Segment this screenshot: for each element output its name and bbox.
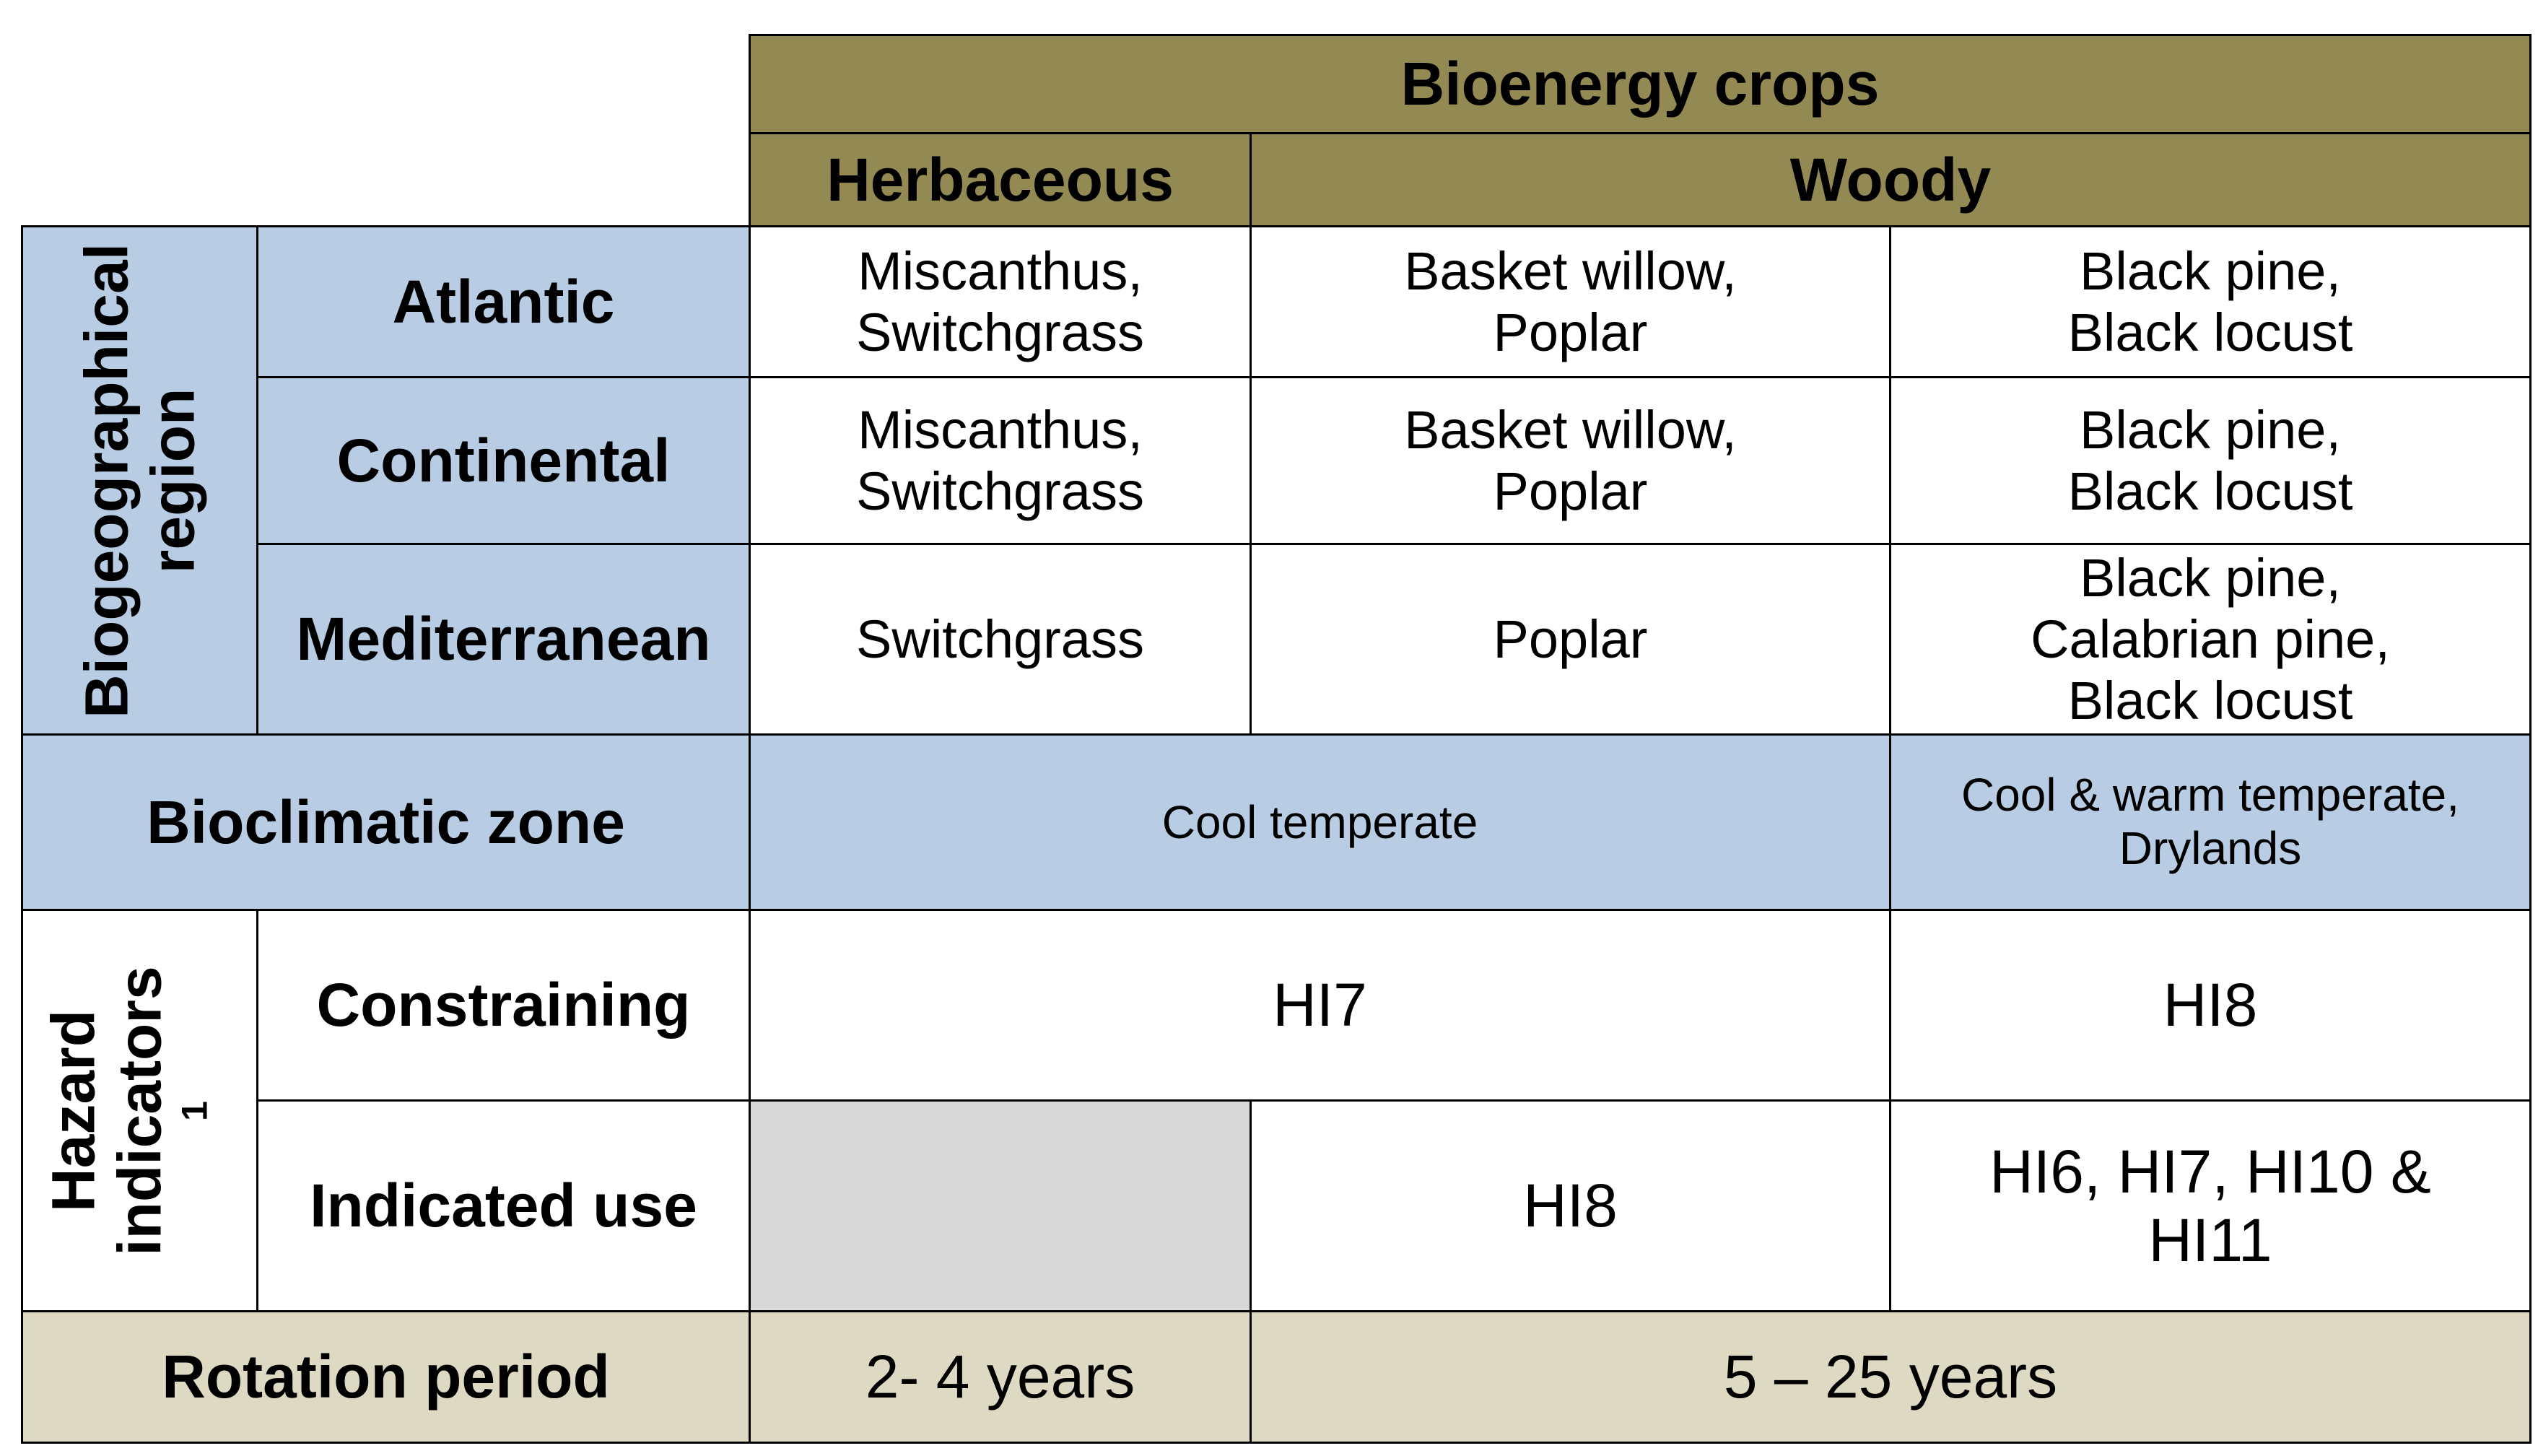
row-label-continental: Continental [256, 376, 751, 545]
row-label-indicated-use: Indicated use [256, 1099, 751, 1312]
header-bioenergy-crops-label: Bioenergy crops [1400, 50, 1880, 118]
continental-herbaceous-cell: Miscanthus, Switchgrass [749, 376, 1252, 545]
constraining-value2-cell: HI8 [1889, 909, 2532, 1102]
indicated-use-herbaceous-empty-cell [749, 1099, 1252, 1312]
mediterranean-woody2-cell: Black pine, Calabrian pine, Black locust [1889, 543, 2532, 736]
header-bioenergy-crops [749, 34, 2532, 134]
row-label-atlantic: Atlantic [256, 225, 751, 378]
biogeographical-region-label: Biogeographical region [72, 243, 207, 718]
mediterranean-woody1-cell: Poplar [1250, 543, 1891, 736]
bioclimatic-cool-temperate-cell: Cool temperate [749, 733, 1891, 911]
atlantic-herbaceous-cell: Miscanthus, Switchgrass [749, 225, 1252, 378]
atlantic-woody1-cell: Basket willow, Poplar [1250, 225, 1891, 378]
constraining-value1-cell: HI7 [749, 909, 1891, 1102]
header-herbaceous-label: Herbaceous [827, 145, 1174, 214]
biogeographical-region-label-cell [21, 225, 258, 736]
bioclimatic-warm-temperate-cell: Cool & warm temperate, Drylands [1889, 733, 2532, 911]
hazard-indicators-label-cell [21, 909, 258, 1312]
rotation-herbaceous-cell: 2- 4 years [749, 1310, 1252, 1444]
header-herbaceous [749, 132, 1252, 227]
atlantic-woody2-cell: Black pine, Black locust [1889, 225, 2532, 378]
header-woody [1250, 132, 2532, 227]
continental-woody2-cell: Black pine, Black locust [1889, 376, 2532, 545]
rotation-woody-cell: 5 – 25 years [1250, 1310, 2532, 1444]
row-label-rotation-period: Rotation period [21, 1310, 751, 1444]
header-woody-label: Woody [1789, 145, 1992, 214]
row-label-constraining: Constraining [256, 909, 751, 1102]
row-label-mediterranean: Mediterranean [256, 543, 751, 736]
mediterranean-herbaceous-cell: Switchgrass [749, 543, 1252, 736]
indicated-use-woody2-cell: HI6, HI7, HI10 & HI11 [1889, 1099, 2532, 1312]
indicated-use-woody1-cell: HI8 [1250, 1099, 1891, 1312]
footnote-marker: 1 [173, 1100, 214, 1121]
hazard-indicators-label: Hazard indicators $^1$ [38, 965, 214, 1256]
continental-woody1-cell: Basket willow, Poplar [1250, 376, 1891, 545]
row-label-bioclimatic-zone: Bioclimatic zone [21, 733, 751, 911]
